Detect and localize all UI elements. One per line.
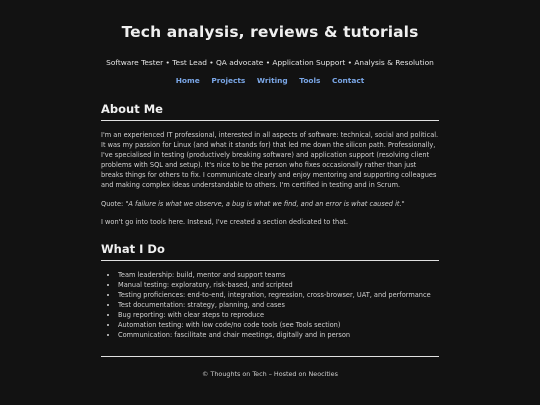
about-heading: About Me [101,102,439,121]
nav-link-contact[interactable]: Contact [332,76,365,85]
list-item: • Test documentation: strategy, planning, and cases [118,300,439,310]
site-tagline: Software Tester • Test Lead • QA advocate • Application Support • Analysis & Resolution [106,58,434,67]
nav-link-projects[interactable]: Projects [211,76,246,85]
list-item: • Testing proficiences: end-to-end, integration, regression, cross-browser, UAT, and performance [118,290,439,300]
quote-text: "A failure is what we observe, a bug is what we find, and an error is what caused it." [125,199,405,208]
nav-link-writing[interactable]: Writing [256,76,288,85]
site-header [0,0,540,85]
what-i-do-heading: What I Do [101,242,439,261]
main-content [101,102,439,340]
what-i-do-section [101,242,439,341]
site-title: Tech analysis, reviews & tutorials [121,23,419,41]
main-nav [0,76,540,85]
list-item: • Communication: fascilitate and chair meetings, digitally and in person [118,330,439,340]
nav-link-home[interactable]: Home [175,76,200,85]
footer-text: © Thoughts on Tech – Hosted on Neocities [202,370,338,379]
quote-label: Quote: [101,199,124,208]
about-section [101,102,439,227]
about-tools-note: I won't go into tools here. Instead, I've created a section dedicated to that. [101,217,348,226]
skills-list [101,270,439,341]
footer-divider [101,356,439,357]
list-item: • Team leadership: build, mentor and support teams [118,270,439,280]
list-item: • Bug reporting: with clear steps to reproduce [118,310,439,320]
list-item: • Manual testing: exploratory, risk-based, and scripted [118,280,439,290]
site-footer [0,370,540,378]
nav-link-tools[interactable]: Tools [299,76,321,85]
about-quote [101,199,439,209]
about-bio: I'm an experienced IT professional, interested in all aspects of software: technical, social and political. It was my passion for Linux (and what it stands for) that led me down the silicon path. Professionally, I've specialised in testing (productively breaking software) and application support (resolving client problems with SQL and setup). It's nice to be the person who fixes occasionally rather than just breaks things for others to fix. I communicate clearly and enjoy mentoring and supporting colleagues and making complex ideas understandable to others. I'm certified in testing and in Scrum. [101,131,439,190]
list-item: • Automation testing: with low code/no code tools (see Tools section) [118,320,439,330]
